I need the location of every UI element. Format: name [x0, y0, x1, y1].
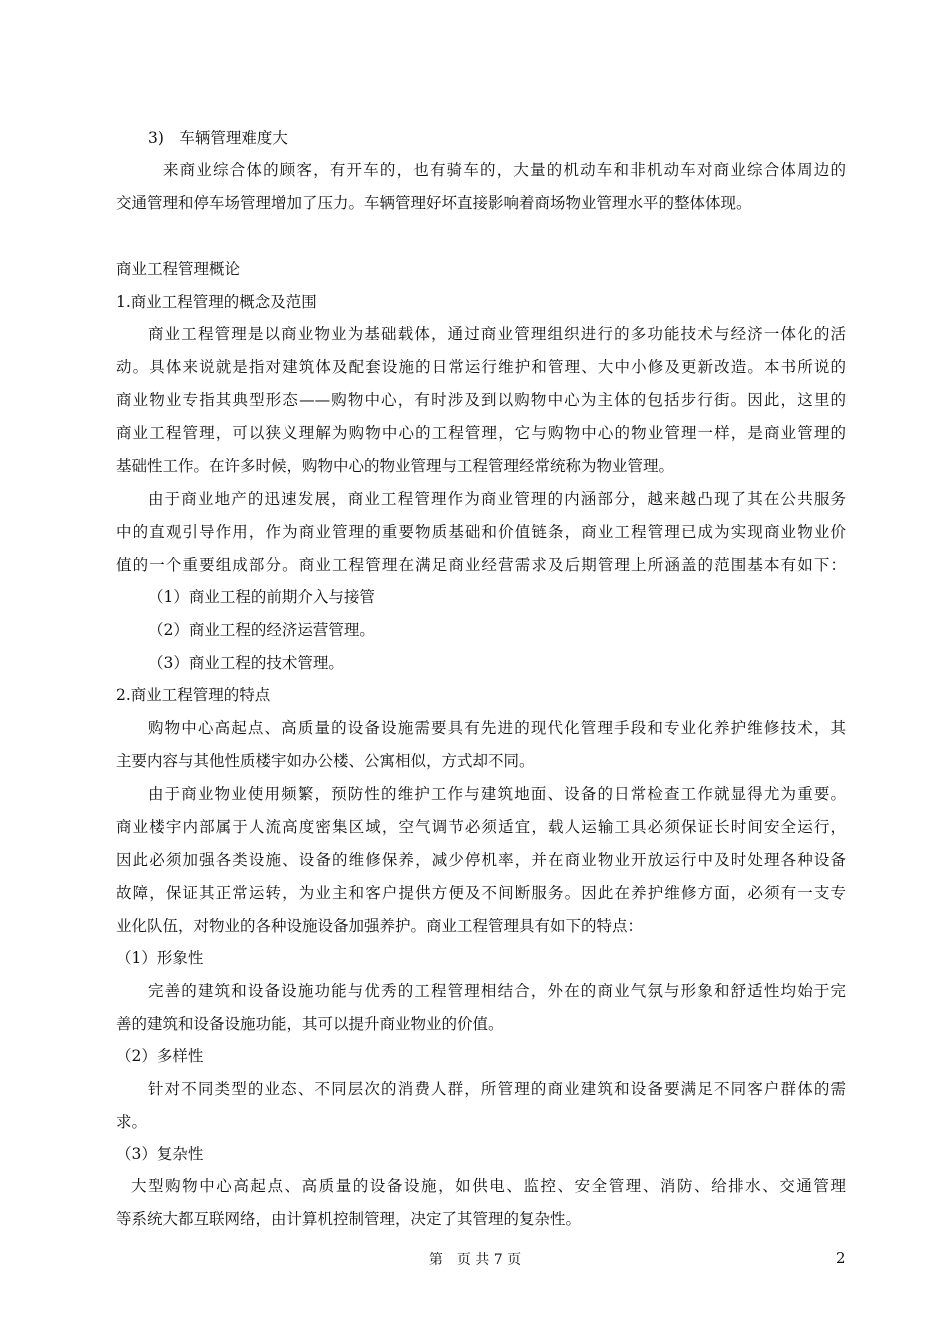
- paragraph-line: 基础性工作。在许多时候，购物中心的物业管理与工程管理经常统称为物业管理。: [116, 457, 675, 475]
- list-item: （2）商业工程的经济运营管理。: [148, 621, 375, 639]
- paragraph-line: 因此必须加强各类设施、设备的维修保养，减少停机率，并在商业物业开放运行中及时处理各种设备: [116, 851, 846, 869]
- paragraph-line: 完善的建筑和设备设施功能与优秀的工程管理相结合，外在的商业气氛与形象和舒适性均始于完: [148, 982, 846, 1000]
- list-item: （1）商业工程的前期介入与接管: [148, 588, 375, 606]
- paragraph-line: 商业楼宇内部属于人流高度密集区域，空气调节必须适宜，载人运输工具必须保证长时间安全运行，: [116, 818, 846, 836]
- paragraph-line: 主要内容与其他性质楼宇如办公楼、公寓相似，方式却不同。: [116, 752, 535, 770]
- feature-title-image: （1）形象性: [116, 949, 204, 967]
- paragraph-line: 购物中心高起点、高质量的设备设施需要具有先进的现代化管理手段和专业化养护维修技术，其: [148, 719, 846, 737]
- chapter-title: 商业工程管理概论: [116, 260, 241, 278]
- paragraph-line: 商业工程管理，可以狭义理解为购物中心的工程管理，它与购物中心的物业管理一样，是商业管理的: [116, 424, 846, 442]
- paragraph-line: 大型购物中心高起点、高质量的设备设施，如供电、监控、安全管理、消防、给排水、交通管理: [131, 1177, 846, 1195]
- paragraph-line: 值的一个重要组成部分。商业工程管理在满足商业经营需求及后期管理上所涵盖的范围基本有如下：: [116, 556, 846, 574]
- paragraph-line: 交通管理和停车场管理增加了压力。车辆管理好坏直接影响着商场物业管理水平的整体体现。: [116, 194, 752, 212]
- section-title-2: 2.商业工程管理的特点: [116, 686, 271, 704]
- feature-title-complexity: （3）复杂性: [116, 1145, 204, 1163]
- paragraph-line: 动。具体来说就是指对建筑体及配套设施的日常运行维护和管理、大中小修及更新改造。本书所说的: [116, 358, 846, 376]
- paragraph-line: 中的直观引导作用，作为商业管理的重要物质基础和价值链条，商业工程管理已成为实现商业物业价: [116, 523, 846, 541]
- section-title-1: 1.商业工程管理的概念及范围: [116, 293, 317, 311]
- section-heading-vehicle: 3) 车辆管理难度大: [148, 129, 288, 147]
- paragraph-line: 由于商业地产的迅速发展，商业工程管理作为商业管理的内涵部分，越来越凸现了其在公共服务: [148, 490, 846, 508]
- paragraph-line: 来商业综合体的顾客，有开车的，也有骑车的，大量的机动车和非机动车对商业综合体周边的: [163, 161, 846, 179]
- paragraph-line: 由于商业物业使用频繁，预防性的维护工作与建筑地面、设备的日常检查工作就显得尤为重要。: [148, 785, 846, 803]
- paragraph-line: 商业物业专指其典型形态——购物中心，有时涉及到以购物中心为主体的包括步行街。因此，这里的: [116, 391, 846, 409]
- paragraph-line: 等系统大都互联网络，由计算机控制管理，决定了其管理的复杂性。: [116, 1210, 582, 1228]
- paragraph-line: 故障，保证其正常运转，为业主和客户提供方便及不间断服务。因此在养护维修方面，必须有一支专: [116, 884, 846, 902]
- paragraph-line: 业化队伍，对物业的各种设施设备加强养护。商业工程管理具有如下的特点：: [116, 917, 644, 935]
- paragraph-line: 善的建筑和设备设施功能，其可以提升商业物业的价值。: [116, 1015, 504, 1033]
- paragraph-line: 针对不同类型的业态、不同层次的消费人群，所管理的商业建筑和设备要满足不同客户群体的需: [148, 1080, 846, 1098]
- page-footer-info: 第 页 共 7 页: [428, 1252, 522, 1268]
- paragraph-line: 商业工程管理是以商业物业为基础载体，通过商业管理组织进行的多功能技术与经济一体化的活: [148, 325, 846, 343]
- list-item: （3）商业工程的技术管理。: [148, 654, 344, 672]
- paragraph-line: 求。: [116, 1113, 148, 1131]
- feature-title-diversity: （2）多样性: [116, 1047, 204, 1065]
- page-number: 2: [836, 1249, 846, 1267]
